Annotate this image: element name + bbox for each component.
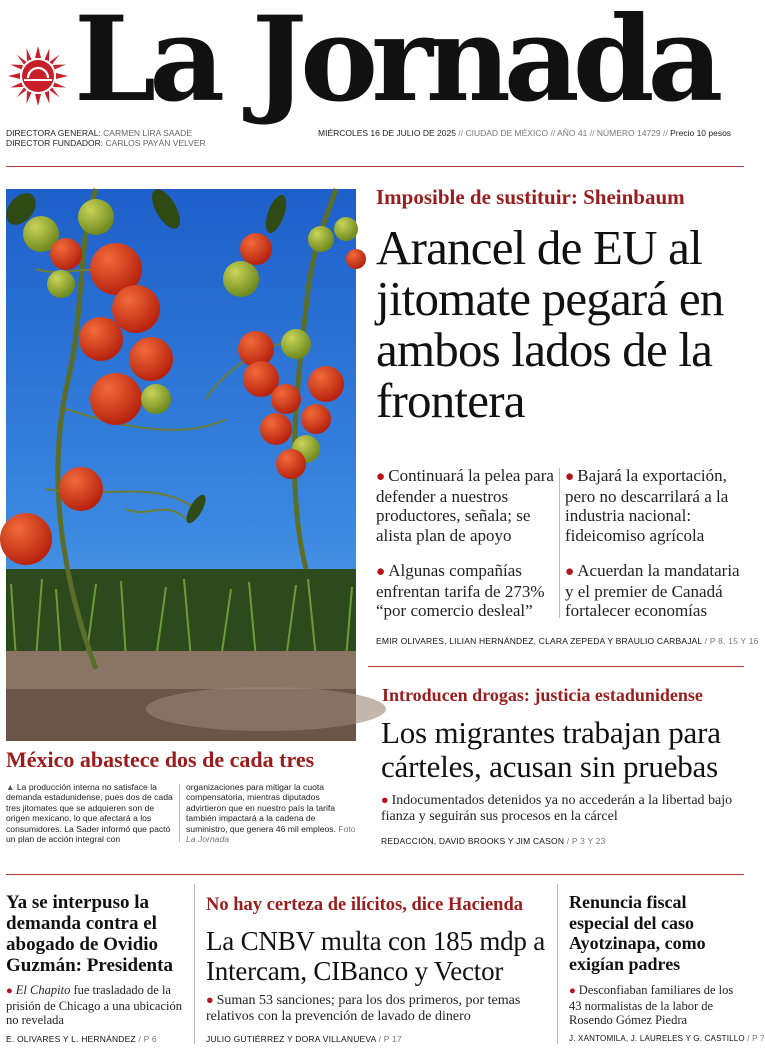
dateline: MIÉRCOLES 16 DE JULIO DE 2025 // CIUDAD DE MÉXICO // AÑO 41 // NÚMERO 14729 // Precio 10 pesos [318,128,732,138]
lead-bullet-4: ● Acuerdan la mandataria y el premier de Canadá fortalecer economías [565,561,740,620]
staff-director: DIRECTORA GENERAL: CARMEN LIRA SAADE [6,128,192,138]
newspaper-title[interactable]: La Jornada [74,0,717,128]
bottom-right-headline[interactable]: Renuncia fiscal especial del caso Ayotzinapa, como exigían padres [569,892,706,974]
lead-bullet-1: ● Continuará la pelea para defender a nuestros productores, señala; se alista plan de apoyo [376,466,554,545]
bullet-dot-icon: ● [569,985,576,997]
issue-date: MIÉRCOLES 16 DE JULIO DE 2025 [318,128,456,138]
lead-bullet-2: ● Bajará la exportación, pero no descarrilará a la industria nacional: fideicomiso agrícola [565,466,729,545]
masthead-rule [6,166,744,167]
bottom-left-bullet: ● El Chapito fue trasladado de la prisión de Chicago a una ubicación no revelada [6,983,182,1027]
masthead [0,0,750,160]
photo-credit: Foto La Jornada [186,823,356,845]
second-headline[interactable]: Los migrantes trabajan para cárteles, acusan sin pruebas [381,715,721,784]
photo-caption-left: ▲ La producción interna no satisface la demanda estadunidense, pues dos de cada tres jitomates que se adquieren son de origen mexicano, lo que afectará a los consumidores. La Sader informó que pactó un plan de acción integral con [6,782,173,845]
bottom-center-headline[interactable]: La CNBV multa con 185 mdp a Intercam, CIBanco y Vector [206,926,546,986]
issue-number: NÚMERO 14729 [596,128,661,138]
bullet-dot-icon: ● [565,563,575,580]
bottom-center-bullet: ● Suman 53 sanciones; para los dos primeros, por temas relativos con la prevención de lavado de dinero [206,993,521,1024]
caption-triangle-icon: ▲ [6,782,17,792]
lead-kicker[interactable]: Imposible de sustituir: Sheinbaum [376,185,685,209]
bottom-left-byline: E. OLIVARES Y L. HERNÁNDEZ / P 6 [6,1034,157,1044]
photo-caption-title[interactable]: México abastece dos de cada tres [6,747,315,772]
photo-caption-right: organizaciones para mitigar la cuota compensatoria, mientras diputados advirtieron que en nuestro país la tarifa también impactará a la cadena de suministro, que genera 46 mil empleos. Foto La Jornada [186,782,356,845]
lead-byline: EMIR OLIVARES, LILIAN HERNÁNDEZ, CLARA ZEPEDA Y BRAULIO CARBAJAL / P 8, 15 Y 16 [376,636,759,646]
bullet-dot-icon: ● [206,993,214,1007]
bottom-divider-1 [194,884,195,1044]
bottom-center-kicker[interactable]: No hay certeza de ilícitos, dice Hacienda [206,895,524,915]
sun-logo-icon [6,44,70,108]
bullet-dot-icon: ● [565,468,575,485]
bottom-left-headline[interactable]: Ya se interpuso la demanda contra el abogado de Ovidio Guzmán: Presidenta [6,892,173,976]
bullet-dot-icon: ● [376,468,386,485]
bottom-right-byline: J. XANTOMILA, J. LAURELES Y G. CASTILLO / P 7 [569,1034,765,1043]
lead-headline[interactable]: Arancel de EU al jitomate pegará en ambos lados de la frontera [376,220,724,428]
bottom-center-byline: JULIO GUTIÉRREZ Y DORA VILLANUEVA / P 17 [206,1034,402,1044]
bottom-right-bullet: ● Desconfiaban familiares de los 43 normalistas de la labor de Rosendo Gómez Piedra [569,983,734,1027]
issue-price: Precio 10 pesos [670,128,732,138]
bullet-dot-icon: ● [381,793,389,807]
caption-divider [179,784,180,842]
lead-photo[interactable] [6,189,356,741]
staff-founder: DIRECTOR FUNDADOR: CARLOS PAYÁN VELVER [6,138,206,148]
lead-bullets-divider [559,468,560,618]
second-byline: REDACCIÓN, DAVID BROOKS Y JIM CASON / P 3 Y 23 [381,836,606,846]
issue-city: CIUDAD DE MÉXICO [465,128,549,138]
tomato-plant-image [6,189,356,741]
bottom-divider-2 [557,884,558,1044]
bullet-dot-icon: ● [376,563,386,580]
second-bullet: ● Indocumentados detenidos ya no accederán a la libertad bajo fianza y seguirán sus procesos en la cárcel [381,793,733,824]
lead-bullet-3: ● Algunas compañías enfrentan tarifa de 273% “por comercio desleal” [376,561,545,620]
issue-year: AÑO 41 [557,128,588,138]
bottom-rule [6,874,744,875]
lead-rule [368,666,744,667]
bullet-dot-icon: ● [6,985,13,997]
second-kicker[interactable]: Introducen drogas: justicia estadunidense [382,685,703,705]
staff-list [6,128,206,148]
